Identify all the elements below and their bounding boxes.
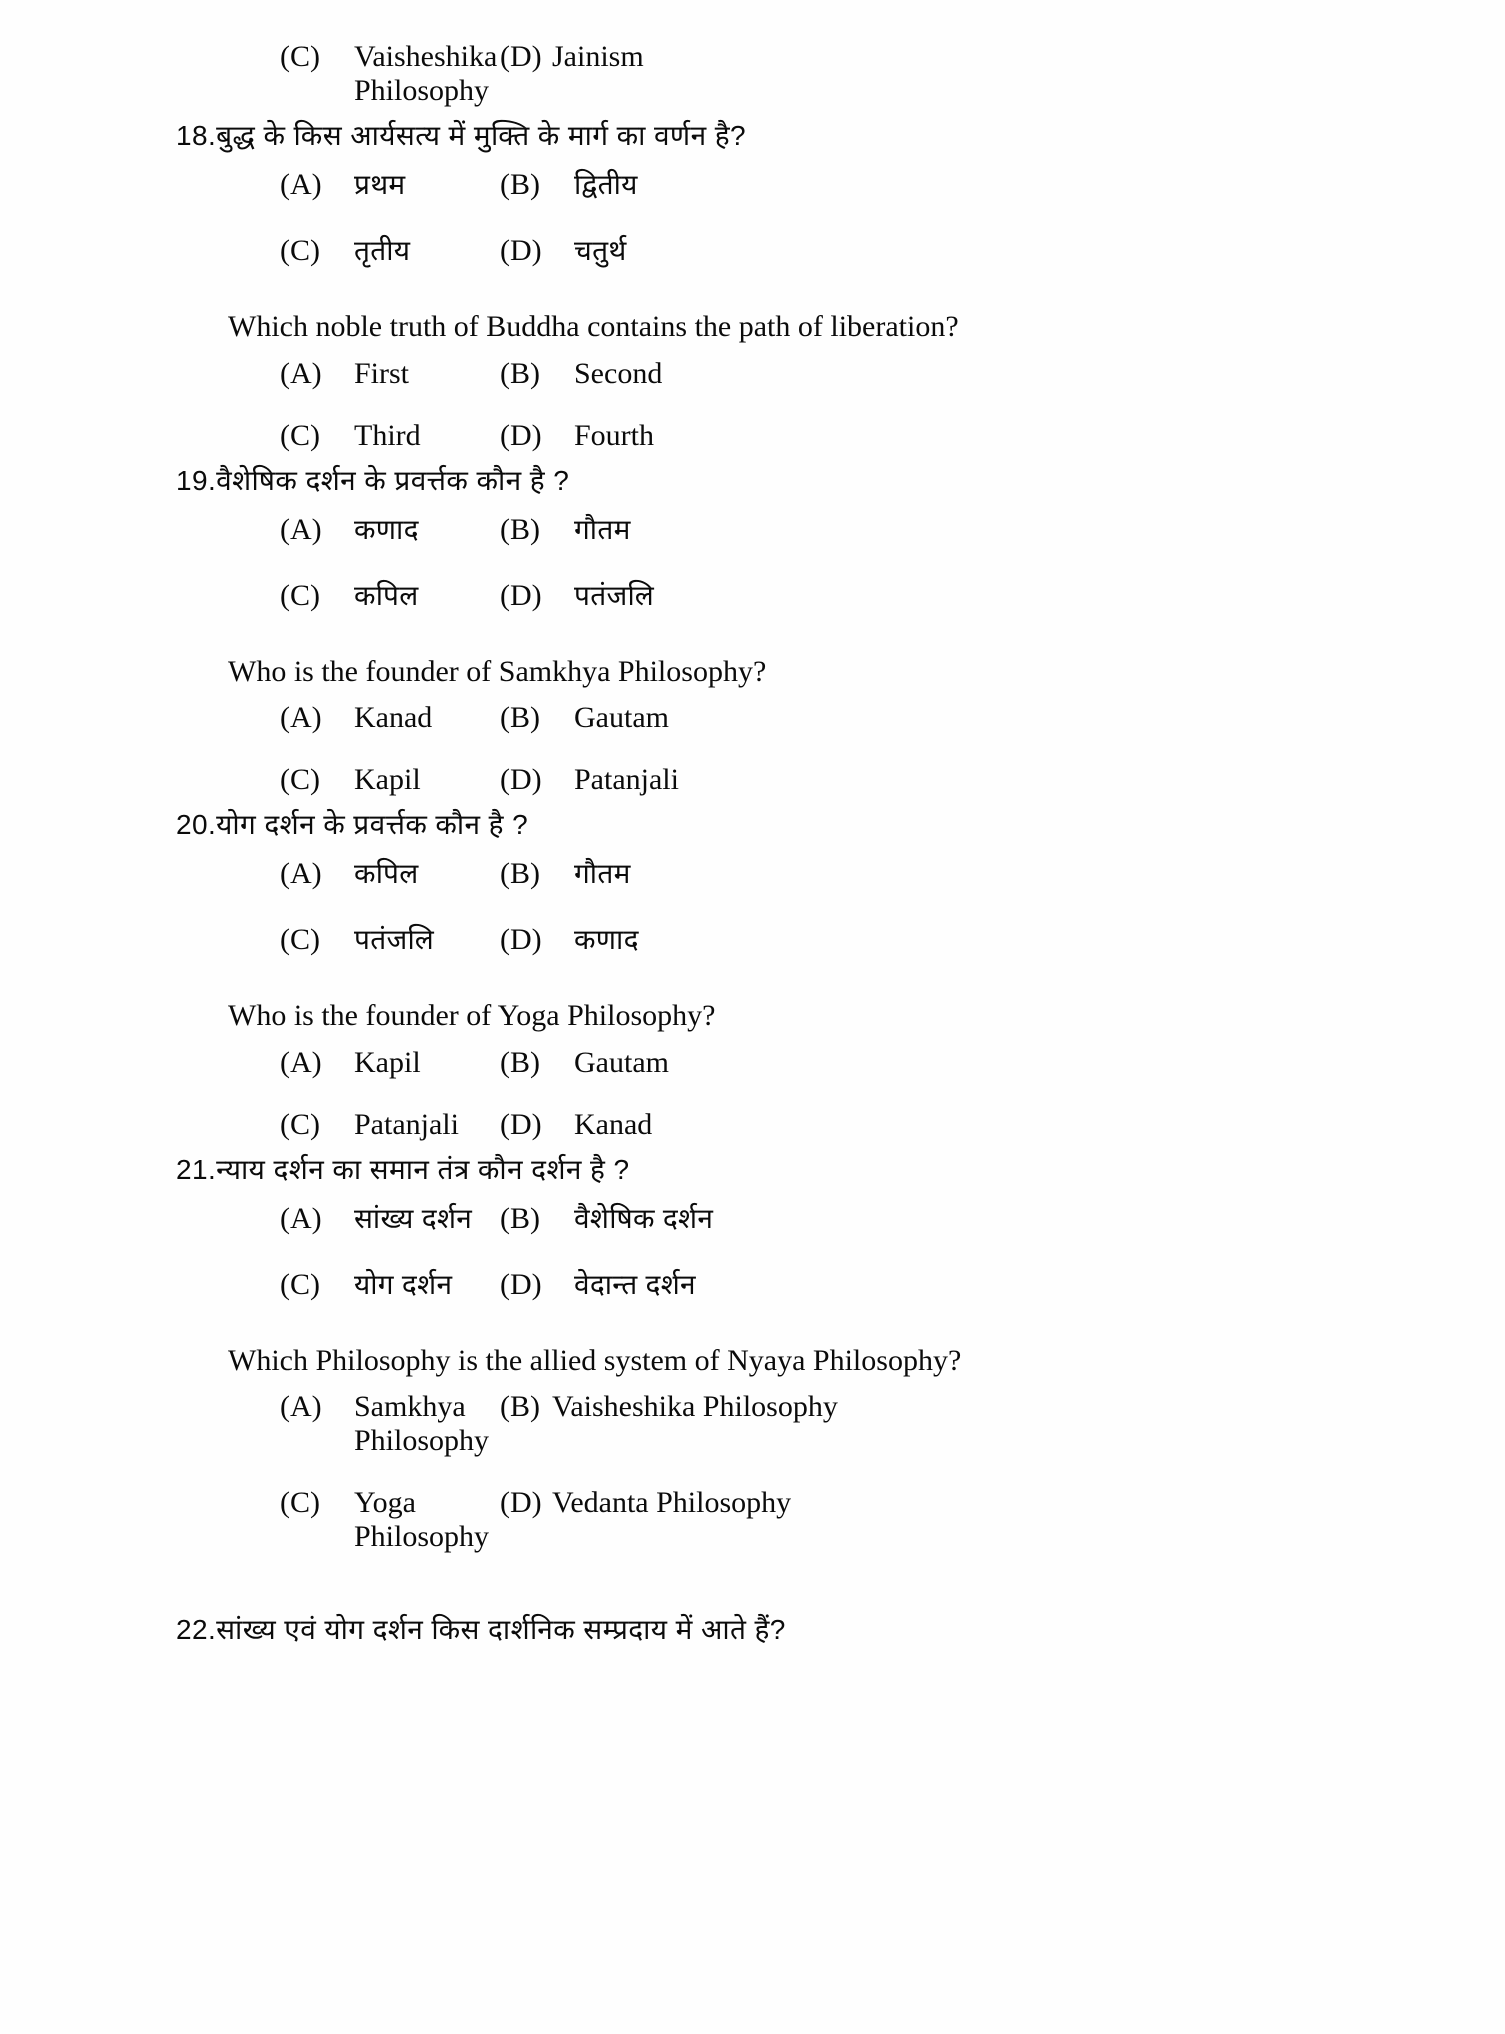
option-label-c: (C) [280,418,320,452]
question-21-english-options [0,1390,1505,1554]
option-row [0,231,1505,269]
question-20-hindi-option-a[interactable] [0,854,500,892]
option-label-a: (A) [280,1201,322,1235]
option-label-b: (B) [500,1390,540,1424]
option-label-c: (C) [280,1267,320,1301]
option-label-d: (D) [500,418,542,452]
question-21-number: 21. [176,1153,217,1185]
option-label-b: (B) [500,167,540,201]
option-label-d: (D) [500,1267,542,1301]
option-text-d: Fourth [574,418,655,452]
question-20-hindi-option-b[interactable] [500,854,1000,892]
question-18-english-option-c[interactable] [0,419,500,453]
option-label-a: (A) [280,1045,322,1079]
question-20-number: 20. [176,809,217,841]
option-text-a: सांख्य दर्शन [354,1202,473,1234]
option-text-c: पतंजलि [354,924,435,956]
option-d[interactable] [500,40,1000,74]
question-20-english-option-a[interactable] [0,1046,500,1080]
option-row [0,1265,1505,1303]
question-22-number: 22. [176,1614,217,1646]
option-label-c: (C) [280,1107,320,1141]
option-row [0,357,1505,391]
option-row [0,763,1505,797]
question-18-hindi-options [0,165,1505,269]
question-20-hindi-body: योग दर्शन के प्रवर्त्तक कौन है ? [216,809,529,841]
question-18-hindi-text [0,118,1505,155]
option-row [0,510,1505,548]
option-row [0,701,1505,735]
question-19-number: 19. [176,464,217,496]
option-text-a: Samkhya Philosophy [354,1390,490,1458]
option-text-c: Vaisheshika Philosophy [354,40,498,107]
option-text-d: वेदान्त दर्शन [574,1268,696,1300]
option-text-b: Vaisheshika Philosophy [552,1390,838,1424]
option-text-c: Yoga Philosophy [354,1486,490,1554]
option-label-b: (B) [500,701,540,735]
question-18 [0,118,1505,453]
question-21-english-option-b[interactable] [500,1390,1000,1424]
partial-question-options [0,40,1505,108]
option-label-a: (A) [280,1390,322,1424]
option-row [0,854,1505,892]
question-20-english-option-d[interactable] [500,1108,1000,1142]
question-18-hindi-option-a[interactable] [0,165,500,203]
question-21-hindi-body: न्याय दर्शन का समान तंत्र कौन दर्शन है ? [216,1153,630,1185]
question-19-hindi-option-c[interactable] [0,576,500,614]
question-21-hindi-options [0,1199,1505,1303]
option-label-b: (B) [500,1201,540,1235]
option-text-a: कपिल [354,858,419,890]
question-20-hindi-option-c[interactable] [0,920,500,958]
question-19 [0,463,1505,798]
question-22 [0,1612,1505,1649]
question-19-hindi-option-d[interactable] [500,576,1000,614]
option-text-c: Kapil [354,763,421,797]
option-label-a: (A) [280,167,322,201]
question-20-english-option-b[interactable] [500,1046,1000,1080]
question-21-english-option-c[interactable] [0,1486,500,1554]
question-21-hindi-option-c[interactable] [0,1265,500,1303]
option-label-d: (D) [500,233,542,267]
option-text-a: कणाद [354,513,419,545]
option-label-d: (D) [500,40,542,73]
option-row [0,576,1505,614]
question-22-hindi-body: सांख्य एवं योग दर्शन किस दार्शनिक सम्प्रदाय में आते हैं? [216,1614,786,1646]
option-label-a: (A) [280,512,322,546]
option-text-c: योग दर्शन [354,1268,453,1300]
question-19-hindi-options [0,510,1505,614]
question-18-hindi-body: बुद्ध के किस आर्यसत्य में मुक्ति के मार्ग का वर्णन है? [216,120,746,151]
question-21-hindi-text [0,1152,1505,1189]
question-21-english-option-a[interactable] [0,1390,500,1458]
question-20-hindi-option-d[interactable] [500,920,1000,958]
option-row [0,1046,1505,1080]
question-18-english-option-b[interactable] [500,357,1000,391]
question-19-english-option-d[interactable] [500,763,1000,797]
option-row [0,1486,1505,1554]
question-19-english-options [0,701,1505,797]
option-label-a: (A) [280,857,322,891]
question-21 [0,1152,1505,1555]
question-18-english-text: Which noble truth of Buddha contains the path of liberation? [228,309,959,343]
option-row [0,165,1505,203]
option-label-b: (B) [500,857,540,891]
question-18-english-option-a[interactable] [0,357,500,391]
question-21-english-text: Which Philosophy is the allied system of Nyaya Philosophy? [228,1343,962,1377]
option-text-d: Patanjali [574,763,679,797]
question-20-hindi-text [0,807,1505,844]
option-row [0,1199,1505,1237]
question-20-english-option-c[interactable] [0,1108,500,1142]
option-text-d: Vedanta Philosophy [552,1486,792,1520]
option-text-d: Kanad [574,1107,653,1141]
question-18-hindi-option-d[interactable] [500,231,1000,269]
question-18-number: 18. [176,120,217,151]
option-label-b: (B) [500,356,540,390]
option-text-a: प्रथम [354,168,406,200]
option-row [0,920,1505,958]
option-label-c: (C) [280,763,320,797]
question-19-english-option-a[interactable] [0,701,500,735]
question-18-hindi-option-b[interactable] [500,165,1000,203]
option-text-c: Patanjali [354,1107,459,1141]
option-text-a: First [354,356,410,390]
question-21-hindi-option-b[interactable] [500,1199,1000,1237]
option-text-c: कपिल [354,579,419,611]
option-text-a: Kanad [354,701,433,735]
option-text-c: तृतीय [354,234,411,266]
option-text-d: Jainism [552,40,644,73]
option-label-a: (A) [280,701,322,735]
option-label-c: (C) [280,40,320,73]
question-19-english-text: Who is the founder of Samkhya Philosophy? [228,654,767,688]
question-19-hindi-option-a[interactable] [0,510,500,548]
option-label-c: (C) [280,923,320,957]
option-text-b: गौतम [574,513,631,545]
question-21-hindi-option-d[interactable] [500,1265,1000,1303]
question-19-hindi-body: वैशेषिक दर्शन के प्रवर्त्तक कौन है ? [216,464,570,496]
question-20-hindi-options [0,854,1505,958]
option-label-c: (C) [280,233,320,267]
option-label-a: (A) [280,356,322,390]
option-text-b: गौतम [574,858,631,890]
option-label-d: (D) [500,923,542,957]
option-label-d: (D) [500,1107,542,1141]
question-21-english-option-d[interactable] [500,1486,1000,1520]
option-c[interactable] [0,40,500,108]
option-label-b: (B) [500,512,540,546]
question-20 [0,807,1505,1142]
question-19-english-option-c[interactable] [0,763,500,797]
option-text-b: Gautam [574,1045,669,1079]
question-18-hindi-option-c[interactable] [0,231,500,269]
option-text-d: पतंजलि [574,579,655,611]
question-21-hindi-option-a[interactable] [0,1199,500,1237]
option-text-b: द्वितीय [574,168,638,200]
option-text-d: चतुर्थ [574,234,627,266]
option-text-b: वैशेषिक दर्शन [574,1202,714,1234]
question-20-english-text: Who is the founder of Yoga Philosophy? [228,999,716,1033]
option-text-c: Third [354,418,421,452]
option-label-d: (D) [500,763,542,797]
option-label-d: (D) [500,1486,542,1520]
option-text-b: Gautam [574,701,669,735]
option-label-d: (D) [500,578,542,612]
option-row [0,40,1505,108]
question-19-hindi-option-b[interactable] [500,510,1000,548]
option-label-c: (C) [280,578,320,612]
option-label-b: (B) [500,1045,540,1079]
option-label-c: (C) [280,1486,320,1520]
option-text-d: कणाद [574,924,639,956]
option-text-b: Second [574,356,663,390]
question-18-english-option-d[interactable] [500,419,1000,453]
option-row [0,1108,1505,1142]
question-18-english-options [0,357,1505,453]
option-row [0,419,1505,453]
question-19-hindi-text [0,463,1505,500]
question-20-english-options [0,1046,1505,1142]
option-row [0,1390,1505,1458]
question-19-english-option-b[interactable] [500,701,1000,735]
question-22-hindi-text [0,1612,1505,1649]
option-text-a: Kapil [354,1045,421,1079]
